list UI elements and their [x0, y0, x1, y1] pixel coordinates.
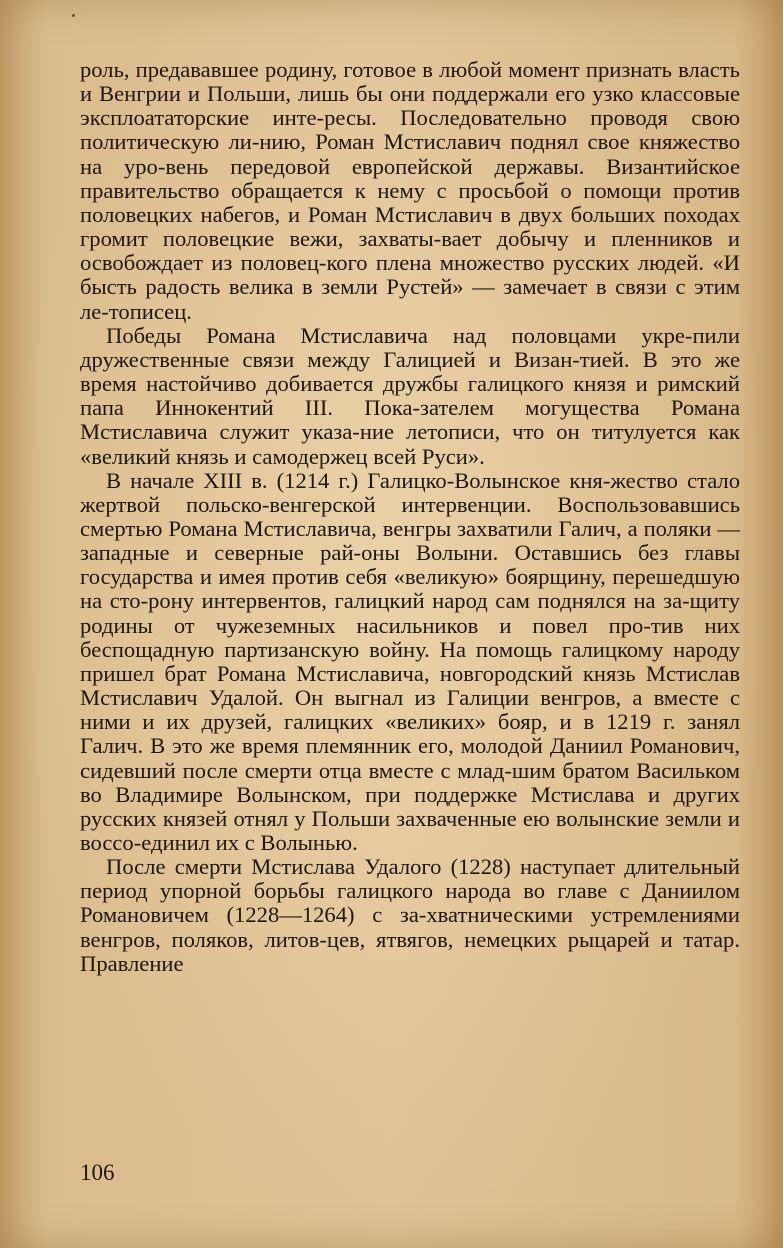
paragraph: В начале XIII в. (1214 г.) Галицко-Волынское кня-жество стало жертвой польско-венгерской интервенции. Воспользовавшись смертью Романа Мстиславича, венгры захватили Галич, а поляки — западные и северные рай-оны Волыни. Оставшись без главы государства и имея против себя «великую» боярщину, перешедшую на сто-рону интервентов, галицкий народ сам поднялся на за-щиту родины от чужеземных насильников и повел про-тив них беспощадную партизанскую войну. На помощь галицкому народу пришел брат Романа Мстиславича, новгородский князь Мстислав Мстиславич Удалой. Он выгнал из Галиции венгров, а вместе с ними и их друзей, галицких «великих» бояр, и в 1219 г. занял Галич. В это же время племянник его, молодой Даниил Романович, сидевший после смерти отца вместе с млад-шим братом Васильком во Владимире Волынском, при поддержке Мстислава и других русских князей отнял у Польши захваченные ею волынские земли и воссо-единил их с Волынью.	[80, 467, 740, 855]
paragraph: После смерти Мстислава Удалого (1228) наступает длительный период упорной борьбы галицкого народа во главе с Даниилом Романовичем (1228—1264) с за-хватническими устремлениями венгров, поляков, литов-цев, ятвягов, немецких рыцарей и татар. Правление	[80, 854, 740, 976]
print-speck	[72, 14, 75, 17]
paragraph: Победы Романа Мстиславича над половцами укре-пили дружественные связи между Галицией и Визан-тией. В это же время настойчиво добивается дружбы галицкого князя и римский папа Иннокентий III. Пока-зателем могущества Романа Мстиславича служит указа-ние летописи, что он титулуется как «великий князь и самодержец всей Руси».	[80, 322, 740, 469]
body-text	[80, 58, 740, 976]
page-number: 106	[80, 1160, 115, 1185]
paragraph-continued: роль, предававшее родину, готовое в любой момент признать власть и Венгрии и Польши, лишь бы они поддержали его узко классовые эксплоататорские инте-ресы. Последовательно проводя свою политическую ли-нию, Роман Мстиславич поднял свое княжество на уро-вень передовой европейской державы. Византийское правительство обращается к нему с просьбой о помощи против половецких набегов, и Роман Мстиславич в двух больших походах громит половецкие вежи, захваты-вает добычу и пленников и освобождает из половец-кого плена множество русских людей. «И бысть радость велика в земли Рустей» — замечает в связи с этим ле-тописец.	[80, 57, 740, 324]
